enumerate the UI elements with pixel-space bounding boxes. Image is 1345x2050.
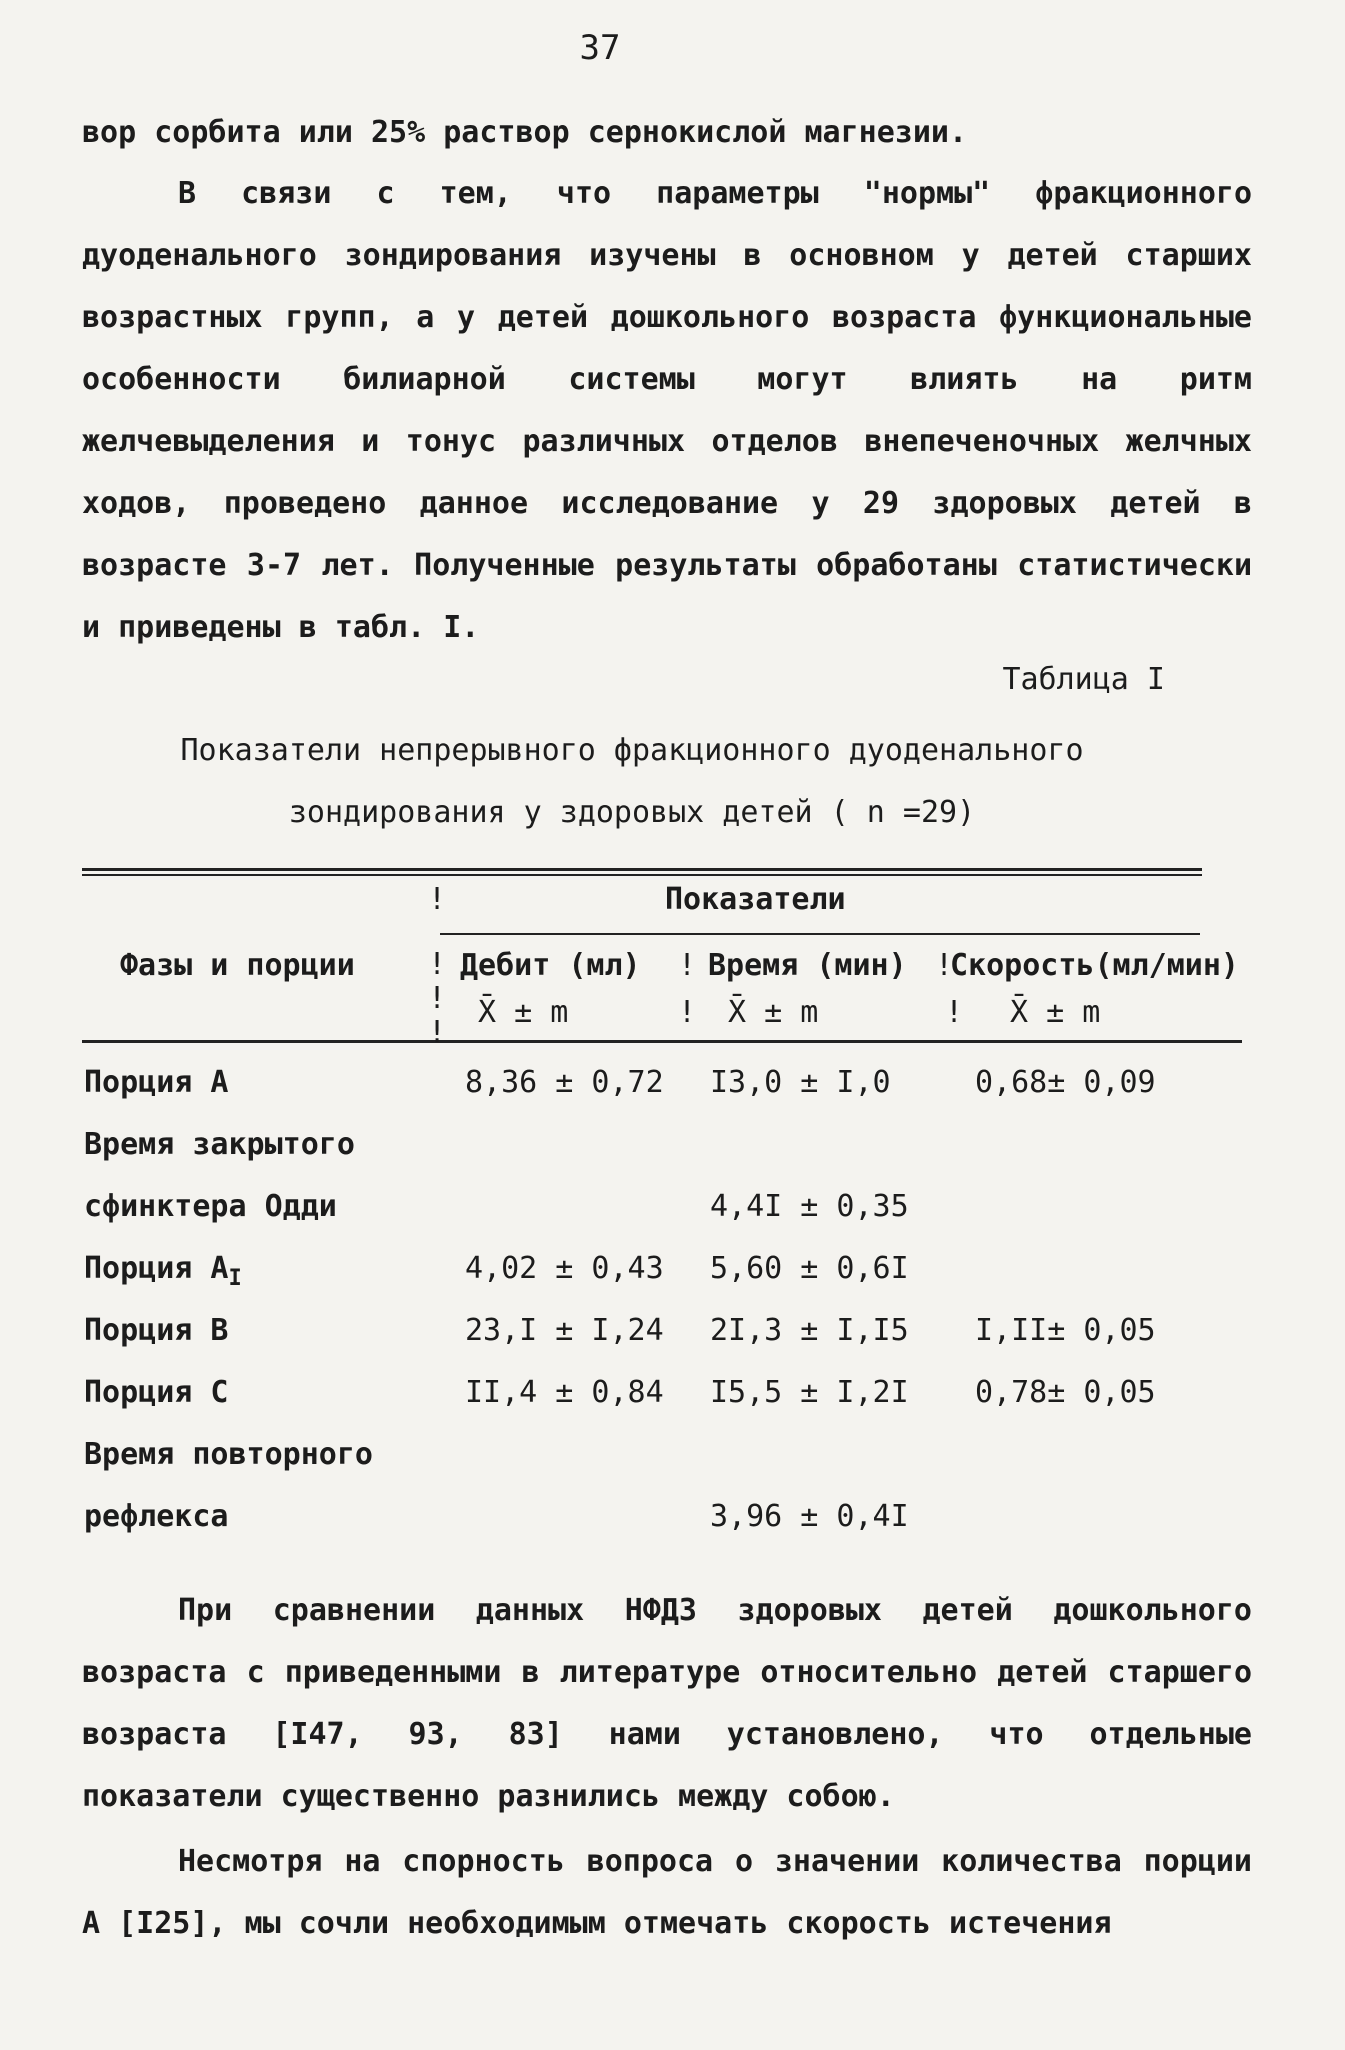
cell-speed: I,II± 0,05: [975, 1313, 1156, 1348]
row-label: Время повторного: [84, 1437, 373, 1472]
paragraph-comparison: При сравнении данных НФДЗ здоровых детей дошкольного возраста с приведенными в литературе относительно детей старшего возраста [I47, 93, 83] нами установлено, что отдельные показатели существенно разнились между собою.: [82, 1593, 1252, 1814]
header-phase: Фазы и порции: [120, 948, 355, 983]
table-top-rule-second: [82, 874, 1202, 876]
row-label: Порция В: [84, 1313, 229, 1348]
paragraph-portion-a: Несмотря на спорность вопроса о значении количества порции А [I25], мы сочли необходимым отмечать скорость истечения: [82, 1844, 1252, 1941]
cell-debit: 4,02 ± 0,43: [465, 1251, 664, 1286]
row-label: Порция А: [84, 1065, 229, 1100]
cell-debit: 23,I ± I,24: [465, 1313, 664, 1348]
table-title: [82, 720, 1182, 844]
cell-debit: II,4 ± 0,84: [465, 1375, 664, 1410]
row-label-subscript: I: [228, 1266, 242, 1291]
row-label: рефлекса: [84, 1499, 229, 1534]
table-label: Таблица I: [1002, 662, 1165, 697]
cell-speed: 0,78± 0,05: [975, 1375, 1156, 1410]
row-label: [84, 1251, 242, 1291]
header-separator: !: [935, 948, 954, 983]
table-title-line2: зондирования у здоровых детей ( n =29): [288, 795, 976, 830]
page-number: 37: [579, 28, 621, 68]
paragraph-continuation: вор сорбита или 25% раствор сернокислой магнезии.: [82, 115, 968, 150]
header-debit: Дебит (мл): [460, 948, 641, 983]
paragraph-intro: В связи с тем, что параметры "нормы" фракционного дуоденального зондирования изучены в основном у детей старших возрастных групп, а у детей дошкольного возраста функциональные особенности билиарной системы могут влиять на ритм желчевыделения и тонус различных отделов внепеченочных желчных ходов, проведено данное исследование у 29 здоровых детей в возрасте 3-7 лет. Полученные результаты обработаны статистически и приведены в табл. I.: [82, 176, 1252, 645]
cell-time: I5,5 ± I,2I: [710, 1375, 909, 1410]
cell-debit: 8,36 ± 0,72: [465, 1065, 664, 1100]
header-stat-debit: X̄ ± m: [478, 995, 569, 1030]
row-label: сфинктера Одди: [84, 1189, 337, 1224]
cell-time: 3,96 ± 0,4I: [710, 1499, 909, 1534]
header-separator: ! ! !: [428, 947, 447, 1050]
row-label: Порция С: [84, 1375, 229, 1410]
row-label-text: Порция А: [84, 1251, 229, 1286]
header-separator: !: [678, 995, 697, 1030]
cell-time: 4,4I ± 0,35: [710, 1189, 909, 1224]
header-group: Показатели: [665, 882, 846, 917]
cell-speed: 0,68± 0,09: [975, 1065, 1156, 1100]
header-stat-speed: X̄ ± m: [1010, 995, 1101, 1030]
group-rule: [440, 933, 1200, 935]
header-speed: Скорость(мл/мин): [950, 948, 1239, 983]
header-separator: !: [945, 995, 964, 1030]
cell-time: 2I,3 ± I,I5: [710, 1313, 909, 1348]
table-top-rule: [82, 868, 1202, 871]
cell-time: 5,60 ± 0,6I: [710, 1251, 909, 1286]
table-title-line1: Показатели непрерывного фракционного дуоденального: [180, 733, 1084, 768]
header-time: Время (мин): [708, 948, 907, 983]
header-separator: !: [678, 948, 697, 983]
header-separator: !: [428, 882, 447, 917]
cell-time: I3,0 ± I,0: [710, 1065, 891, 1100]
table-header-rule: [82, 1040, 1242, 1043]
header-stat-time: X̄ ± m: [728, 995, 819, 1030]
row-label: Время закрытого: [84, 1127, 355, 1162]
